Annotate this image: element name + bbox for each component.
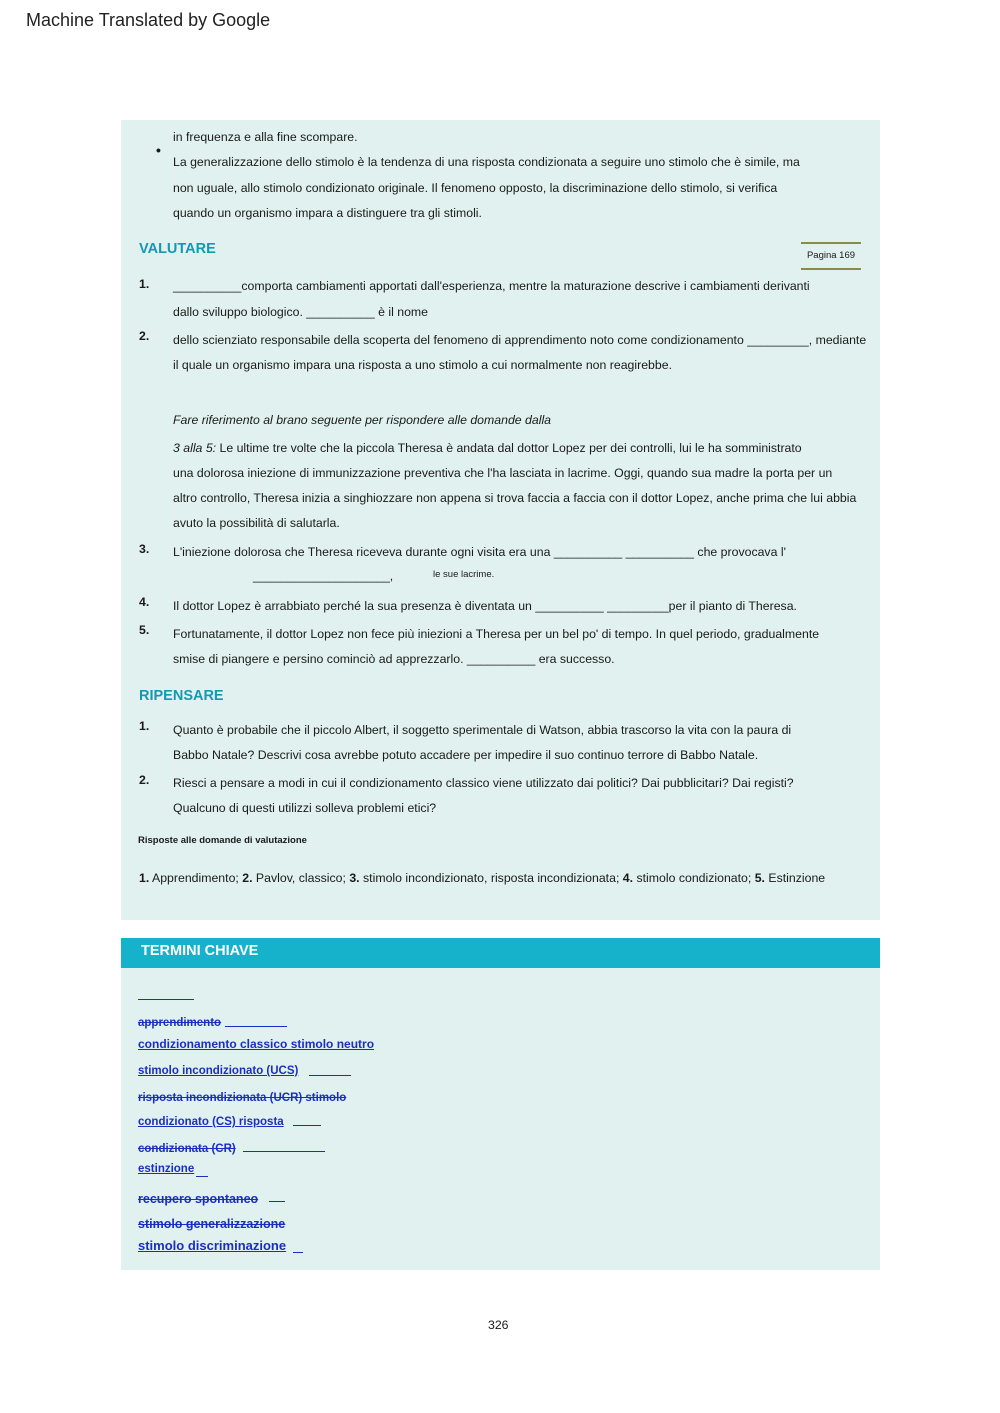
- underline-mark: [196, 1176, 208, 1177]
- key-term-link[interactable]: apprendimento: [138, 1017, 222, 1029]
- question-number: 2.: [139, 329, 150, 343]
- bullet-icon: •: [156, 142, 161, 158]
- answers-title: Risposte alle domande di valutazione: [138, 835, 307, 846]
- key-terms-panel: [121, 938, 880, 1270]
- key-terms-header: [121, 938, 880, 968]
- answer-blank: ____________________,: [253, 569, 394, 583]
- underline-mark: [309, 1075, 351, 1076]
- underline-mark: [293, 1252, 303, 1253]
- passage-text: 3 alla 5: Le ultime tre volte che la piccola Theresa è andata dal dottor Lopez per dei controlli, lui le ha somministrato: [173, 441, 802, 455]
- key-term-link[interactable]: stimolo incondizionato (UCS): [138, 1065, 299, 1077]
- page-reference-tag: Pagina 169: [801, 242, 861, 270]
- page-number: 326: [488, 1318, 509, 1332]
- key-term-link[interactable]: condizionata (CR): [138, 1143, 236, 1155]
- question-text: Babbo Natale? Descrivi cosa avrebbe potuto accadere per impedire il suo continuo terrore di Babbo Natale.: [173, 748, 759, 762]
- key-term-link[interactable]: condizionato (CS) risposta: [138, 1116, 284, 1128]
- machine-translation-banner: Machine Translated by Google: [26, 10, 271, 30]
- underline-mark: [269, 1201, 285, 1202]
- question-text: Il dottor Lopez è arrabbiato perché la sua presenza è diventata un __________ _________per il pianto di Theresa.: [173, 599, 797, 613]
- passage-text: avuto la possibilità di salutarla.: [173, 516, 340, 530]
- answers-line: 1. Apprendimento; 2. Pavlov, classico; 3. stimolo incondizionato, risposta incondizionata; 4. stimolo condizionato; 5. Estinzione: [139, 871, 826, 885]
- question-number: 4.: [139, 595, 150, 609]
- section-heading-ripensare: RIPENSARE: [139, 688, 224, 704]
- question-number: 2.: [139, 773, 150, 787]
- summary-line: in frequenza e alla fine scompare.: [173, 130, 358, 144]
- question-text: __________comporta cambiamenti apportati dall'esperienza, mentre la maturazione descrive i cambiamenti derivanti: [173, 279, 810, 293]
- question-text: Qualcuno di questi utilizzi solleva problemi etici?: [173, 801, 437, 815]
- underline-mark: [138, 999, 194, 1000]
- key-terms-title: TERMINI CHIAVE: [141, 943, 259, 959]
- key-term-link[interactable]: stimolo generalizzazione: [138, 1217, 286, 1231]
- question-text: dello scienziato responsabile della scoperta del fenomeno di apprendimento noto come condizionamento _________, mediante: [173, 333, 867, 347]
- question-text: le sue lacrime.: [433, 569, 495, 580]
- question-text: il quale un organismo impara una risposta a uno stimolo a cui normalmente non reagirebbe.: [173, 358, 672, 372]
- review-panel: [121, 120, 880, 920]
- question-text: Fortunatamente, il dottor Lopez non fece più iniezioni a Theresa per un bel po' di tempo. In quel periodo, gradualmente: [173, 627, 820, 641]
- passage-intro: Fare riferimento al brano seguente per rispondere alle domande dalla: [173, 413, 552, 427]
- section-heading-valutare: VALUTARE: [139, 241, 216, 257]
- question-number: 1.: [139, 719, 150, 733]
- question-number: 5.: [139, 623, 150, 637]
- summary-line: non uguale, allo stimolo condizionato originale. Il fenomeno opposto, la discriminazione dello stimolo, si verifica: [173, 181, 778, 195]
- key-term-link[interactable]: estinzione: [138, 1163, 195, 1175]
- underline-mark: [225, 1026, 287, 1027]
- key-term-link[interactable]: recupero spontaneo: [138, 1192, 259, 1206]
- question-text: L'iniezione dolorosa che Theresa riceveva durante ogni visita era una __________ __________ che provocava l': [173, 545, 786, 559]
- question-number: 3.: [139, 542, 150, 556]
- passage-text: una dolorosa iniezione di immunizzazione preventiva che l'ha lasciata in lacrime. Oggi, quando sua madre la porta per un: [173, 466, 833, 480]
- question-text: smise di piangere e persino cominciò ad apprezzarlo. __________ era successo.: [173, 652, 615, 666]
- key-term-link[interactable]: risposta incondizionata (UCR) stimolo: [138, 1092, 347, 1104]
- underline-mark: [243, 1151, 325, 1152]
- question-number: 1.: [139, 277, 150, 291]
- question-text: Riesci a pensare a modi in cui il condizionamento classico viene utilizzato dai politici? Dai pubblicitari? Dai registi?: [173, 776, 794, 790]
- key-term-link[interactable]: condizionamento classico stimolo neutro: [138, 1037, 375, 1051]
- question-text: Quanto è probabile che il piccolo Albert, il soggetto sperimentale di Watson, abbia trascorso la vita con la paura di: [173, 723, 792, 737]
- passage-text: altro controllo, Theresa inizia a singhiozzare non appena si trova faccia a faccia con il dottor Lopez, anche prima che lui abbia: [173, 491, 857, 505]
- summary-line: La generalizzazione dello stimolo è la tendenza di una risposta condizionata a seguire uno stimolo che è simile, ma: [173, 155, 800, 169]
- underline-mark: [293, 1125, 321, 1126]
- question-text: dallo sviluppo biologico. __________ è il nome: [173, 305, 429, 319]
- summary-line: quando un organismo impara a distinguere tra gli stimoli.: [173, 206, 482, 220]
- key-term-link[interactable]: stimolo discriminazione: [138, 1238, 287, 1253]
